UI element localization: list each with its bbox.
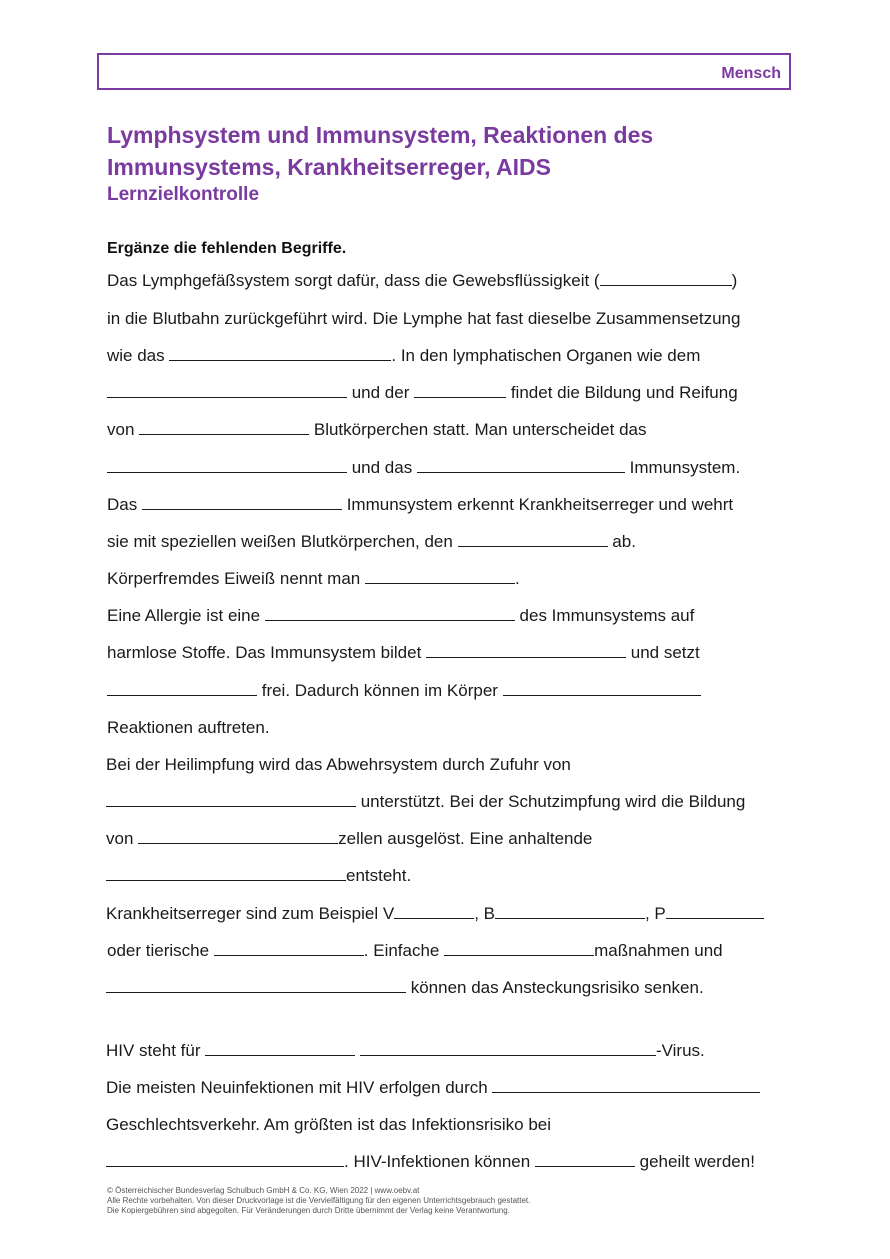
- blank[interactable]: [495, 904, 645, 919]
- text-line: sie mit speziellen weißen Blutkörperchen, den ab.: [107, 532, 636, 551]
- blank[interactable]: [142, 495, 342, 510]
- blank[interactable]: [106, 1152, 344, 1167]
- text-line: in die Blutbahn zurückgeführt wird. Die Lymphe hat fast dieselbe Zusammensetzung: [107, 309, 741, 328]
- blank[interactable]: [666, 904, 764, 919]
- blank[interactable]: [169, 346, 391, 361]
- text-line: Reaktionen auftreten.: [107, 718, 270, 737]
- title-line-1: Lymphsystem und Immunsystem, Reaktionen des: [107, 122, 654, 148]
- page-title: [107, 119, 807, 183]
- title-line-2: Immunsystems, Krankheitserreger, AIDS: [107, 154, 551, 180]
- blank[interactable]: [205, 1041, 355, 1056]
- blank[interactable]: [503, 681, 701, 696]
- text-line: Geschlechtsverkehr. Am größten ist das Infektionsrisiko bei: [106, 1115, 552, 1134]
- blank[interactable]: [414, 383, 506, 398]
- text-line: . HIV-Infektionen können geheilt werden!: [106, 1152, 755, 1172]
- blank[interactable]: [106, 978, 406, 993]
- footer-line: © Österreichischer Bundesverlag Schulbuch GmbH & Co. KG, Wien 2022 | www.oebv.at: [107, 1186, 420, 1195]
- blank[interactable]: [458, 532, 608, 547]
- text-line: und der findet die Bildung und Reifung: [107, 383, 738, 403]
- blank[interactable]: [365, 569, 515, 584]
- blank[interactable]: [139, 420, 309, 435]
- text-line: unterstützt. Bei der Schutzimpfung wird die Bildung: [106, 792, 745, 812]
- blank[interactable]: [426, 643, 626, 658]
- blank[interactable]: [535, 1152, 635, 1167]
- text-line: von Blutkörperchen statt. Man unterscheidet das: [107, 420, 647, 439]
- footer-line: Alle Rechte vorbehalten. Von dieser Druckvorlage ist die Vervielfältigung für den eigenen Unterrichtsgebrauch gestattet.: [107, 1196, 531, 1205]
- text-line: Die meisten Neuinfektionen mit HIV erfolgen durch: [106, 1078, 760, 1098]
- blank[interactable]: [107, 681, 257, 696]
- footer: [107, 1186, 530, 1216]
- text-line: Bei der Heilimpfung wird das Abwehrsystem durch Zufuhr von: [106, 755, 571, 774]
- blank[interactable]: [394, 904, 474, 919]
- text-line: können das Ansteckungsrisiko senken.: [106, 978, 704, 998]
- header-box: [97, 53, 791, 90]
- text-line: Eine Allergie ist eine des Immunsystems auf: [107, 606, 695, 625]
- text-line: oder tierische . Einfache maßnahmen und: [107, 941, 723, 960]
- text-line: Das Immunsystem erkennt Krankheitserreger und wehrt: [107, 495, 734, 514]
- page-subtitle: Lernzielkontrolle: [107, 184, 260, 205]
- header-label: Mensch: [721, 65, 781, 82]
- blank[interactable]: [600, 271, 732, 286]
- blank[interactable]: [417, 458, 625, 473]
- blank[interactable]: [138, 829, 338, 844]
- text-line: Körperfremdes Eiweiß nennt man .: [107, 569, 520, 588]
- blank[interactable]: [360, 1041, 656, 1056]
- text-line: harmlose Stoffe. Das Immunsystem bildet und setzt: [107, 643, 700, 662]
- blank[interactable]: [107, 458, 347, 473]
- instruction: Ergänze die fehlenden Begriffe.: [107, 240, 347, 257]
- text-line: von zellen ausgelöst. Eine anhaltende: [106, 829, 593, 848]
- blank[interactable]: [106, 792, 356, 807]
- text-line: und das Immunsystem.: [107, 458, 740, 478]
- blank[interactable]: [107, 383, 347, 398]
- text-line: Krankheitserreger sind zum Beispiel V , B , P: [106, 904, 764, 924]
- blank[interactable]: [214, 941, 364, 956]
- blank[interactable]: [444, 941, 594, 956]
- text-line: entsteht.: [106, 866, 411, 886]
- blank[interactable]: [106, 866, 346, 881]
- text-line: HIV steht für -Virus.: [106, 1041, 705, 1060]
- text-line: wie das . In den lymphatischen Organen wie dem: [107, 346, 701, 365]
- blank[interactable]: [265, 606, 515, 621]
- text-line: frei. Dadurch können im Körper: [107, 681, 701, 701]
- blank[interactable]: [492, 1078, 760, 1093]
- footer-line: Die Kopiergebühren sind abgegolten. Für Veränderungen durch Dritte übernimmt der Verlag keine Verantwortung.: [107, 1206, 510, 1215]
- text-line: Das Lymphgefäßsystem sorgt dafür, dass die Gewebsflüssigkeit ( ): [107, 271, 738, 290]
